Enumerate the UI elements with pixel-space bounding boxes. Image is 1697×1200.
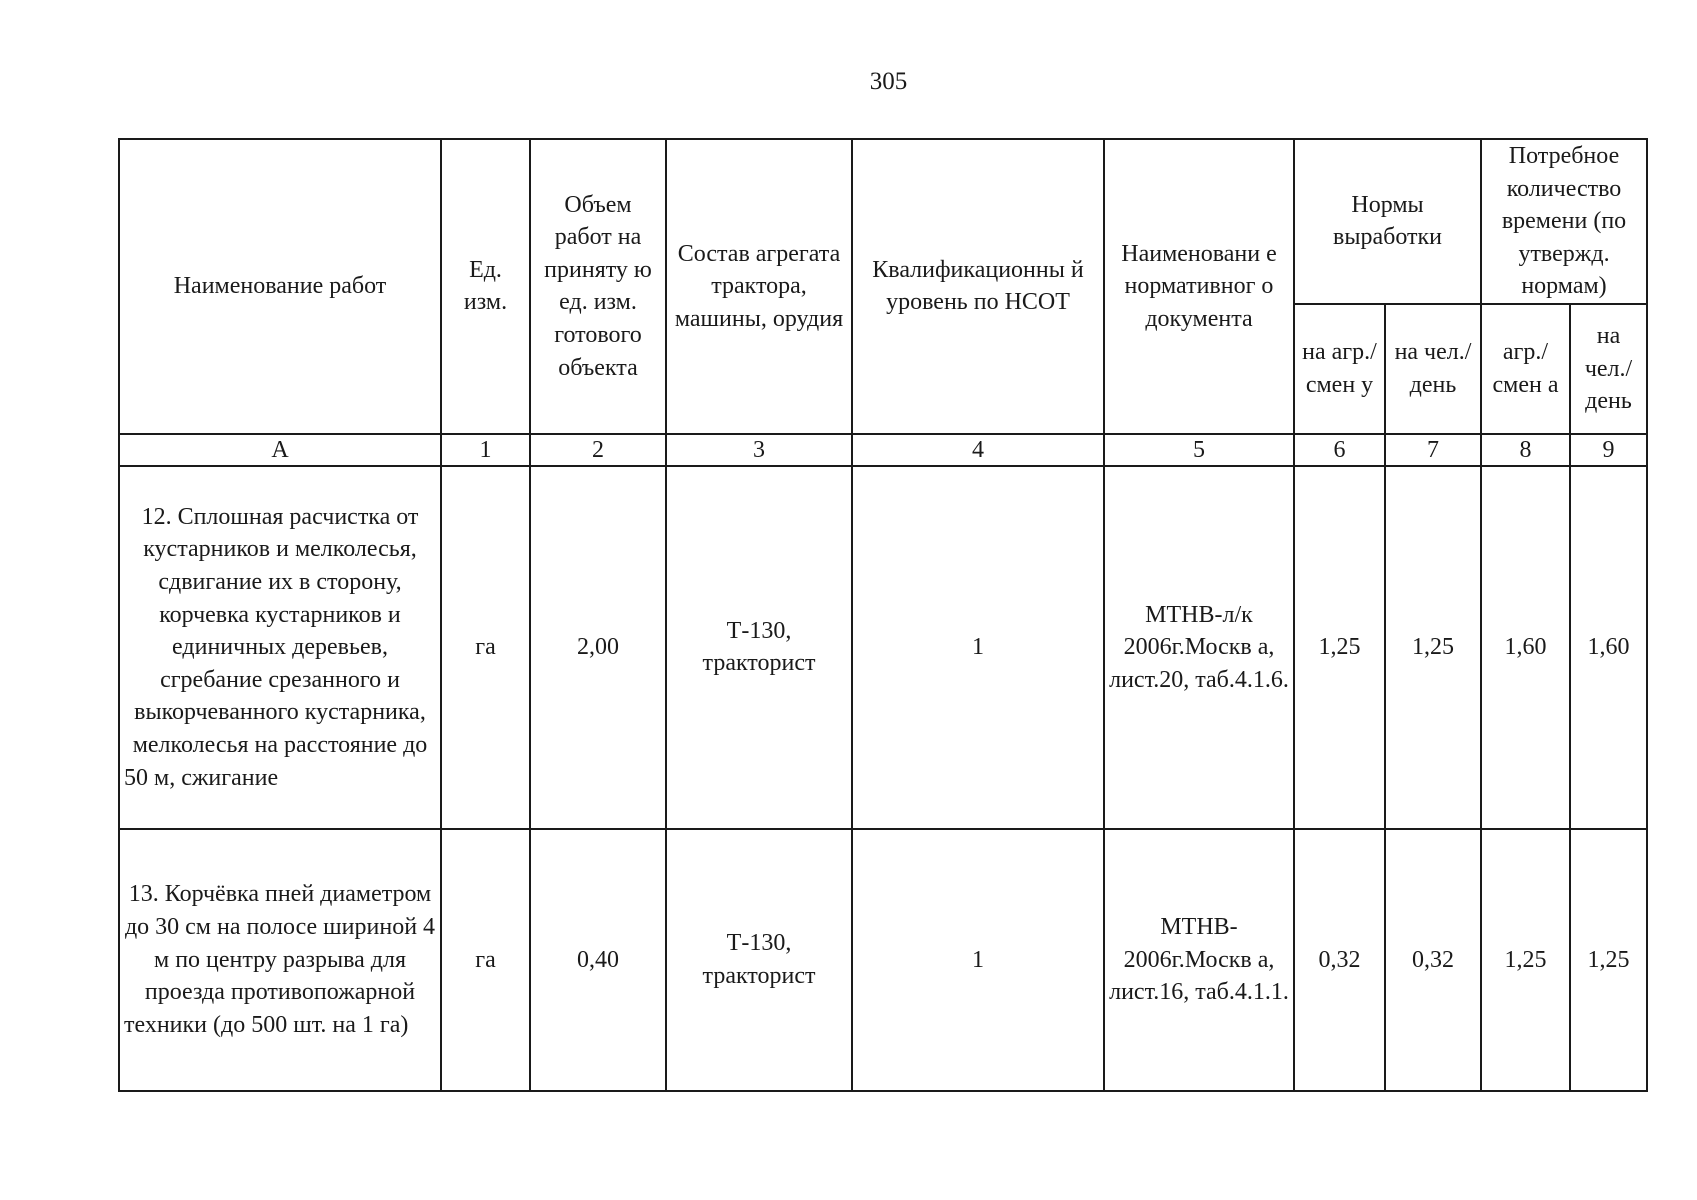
work-name: 12. Сплошная расчистка от кустарников и мелколесья, сдвигание их в сторону, корчевка кустарников и единичных деревьев, сгребание срезанного и выкорчеванного кустарника, мелколесья на расстояние до 50 м, сжигание bbox=[119, 466, 441, 829]
header-qualification: Квалификационны й уровень по НСОТ bbox=[852, 139, 1104, 434]
column-number: А bbox=[119, 434, 441, 466]
volume: 0,40 bbox=[530, 829, 666, 1091]
composition: Т-130, тракторист bbox=[666, 466, 852, 829]
column-number: 2 bbox=[530, 434, 666, 466]
column-number: 7 bbox=[1385, 434, 1481, 466]
header-time-person: на чел./ день bbox=[1570, 304, 1647, 434]
header-norm-agr: на агр./ смен у bbox=[1294, 304, 1385, 434]
column-number-row bbox=[119, 434, 1647, 466]
unit: га bbox=[441, 466, 530, 829]
header-composition: Состав агрегата трактора, машины, орудия bbox=[666, 139, 852, 434]
column-number: 4 bbox=[852, 434, 1104, 466]
column-number: 8 bbox=[1481, 434, 1570, 466]
column-number: 3 bbox=[666, 434, 852, 466]
norm-agr: 1,25 bbox=[1294, 466, 1385, 829]
time-person: 1,25 bbox=[1570, 829, 1647, 1091]
time-agr: 1,25 bbox=[1481, 829, 1570, 1091]
header-name: Наименование работ bbox=[119, 139, 441, 434]
header-unit: Ед. изм. bbox=[441, 139, 530, 434]
time-person: 1,60 bbox=[1570, 466, 1647, 829]
qualification: 1 bbox=[852, 466, 1104, 829]
header-norm-person: на чел./ день bbox=[1385, 304, 1481, 434]
column-number: 9 bbox=[1570, 434, 1647, 466]
norm-person: 1,25 bbox=[1385, 466, 1481, 829]
unit: га bbox=[441, 829, 530, 1091]
time-agr: 1,60 bbox=[1481, 466, 1570, 829]
document: МТНВ-л/к 2006г.Москв а, лист.20, таб.4.1.6. bbox=[1104, 466, 1294, 829]
table-row bbox=[119, 829, 1647, 1091]
page-number: 305 bbox=[869, 68, 908, 95]
work-name: 13. Корчёвка пней диаметром до 30 см на полосе шириной 4 м по центру разрыва для проезда противопожарной техники (до 500 шт. на 1 га) bbox=[119, 829, 441, 1091]
volume: 2,00 bbox=[530, 466, 666, 829]
column-number: 5 bbox=[1104, 434, 1294, 466]
header-document: Наименовани е нормативног о документа bbox=[1104, 139, 1294, 434]
header-volume: Объем работ на приняту ю ед. изм. готового объекта bbox=[530, 139, 666, 434]
header-norms-group: Нормы выработки bbox=[1294, 139, 1481, 304]
table-row bbox=[119, 466, 1647, 829]
column-number: 6 bbox=[1294, 434, 1385, 466]
header-time-group: Потребное количество времени (по утвержд. нормам) bbox=[1481, 139, 1647, 304]
norm-person: 0,32 bbox=[1385, 829, 1481, 1091]
qualification: 1 bbox=[852, 829, 1104, 1091]
header-time-agr: агр./ смен а bbox=[1481, 304, 1570, 434]
document: МТНВ- 2006г.Москв а, лист.16, таб.4.1.1. bbox=[1104, 829, 1294, 1091]
column-number: 1 bbox=[441, 434, 530, 466]
composition: Т-130, тракторист bbox=[666, 829, 852, 1091]
norms-table bbox=[118, 138, 1648, 1092]
norm-agr: 0,32 bbox=[1294, 829, 1385, 1091]
